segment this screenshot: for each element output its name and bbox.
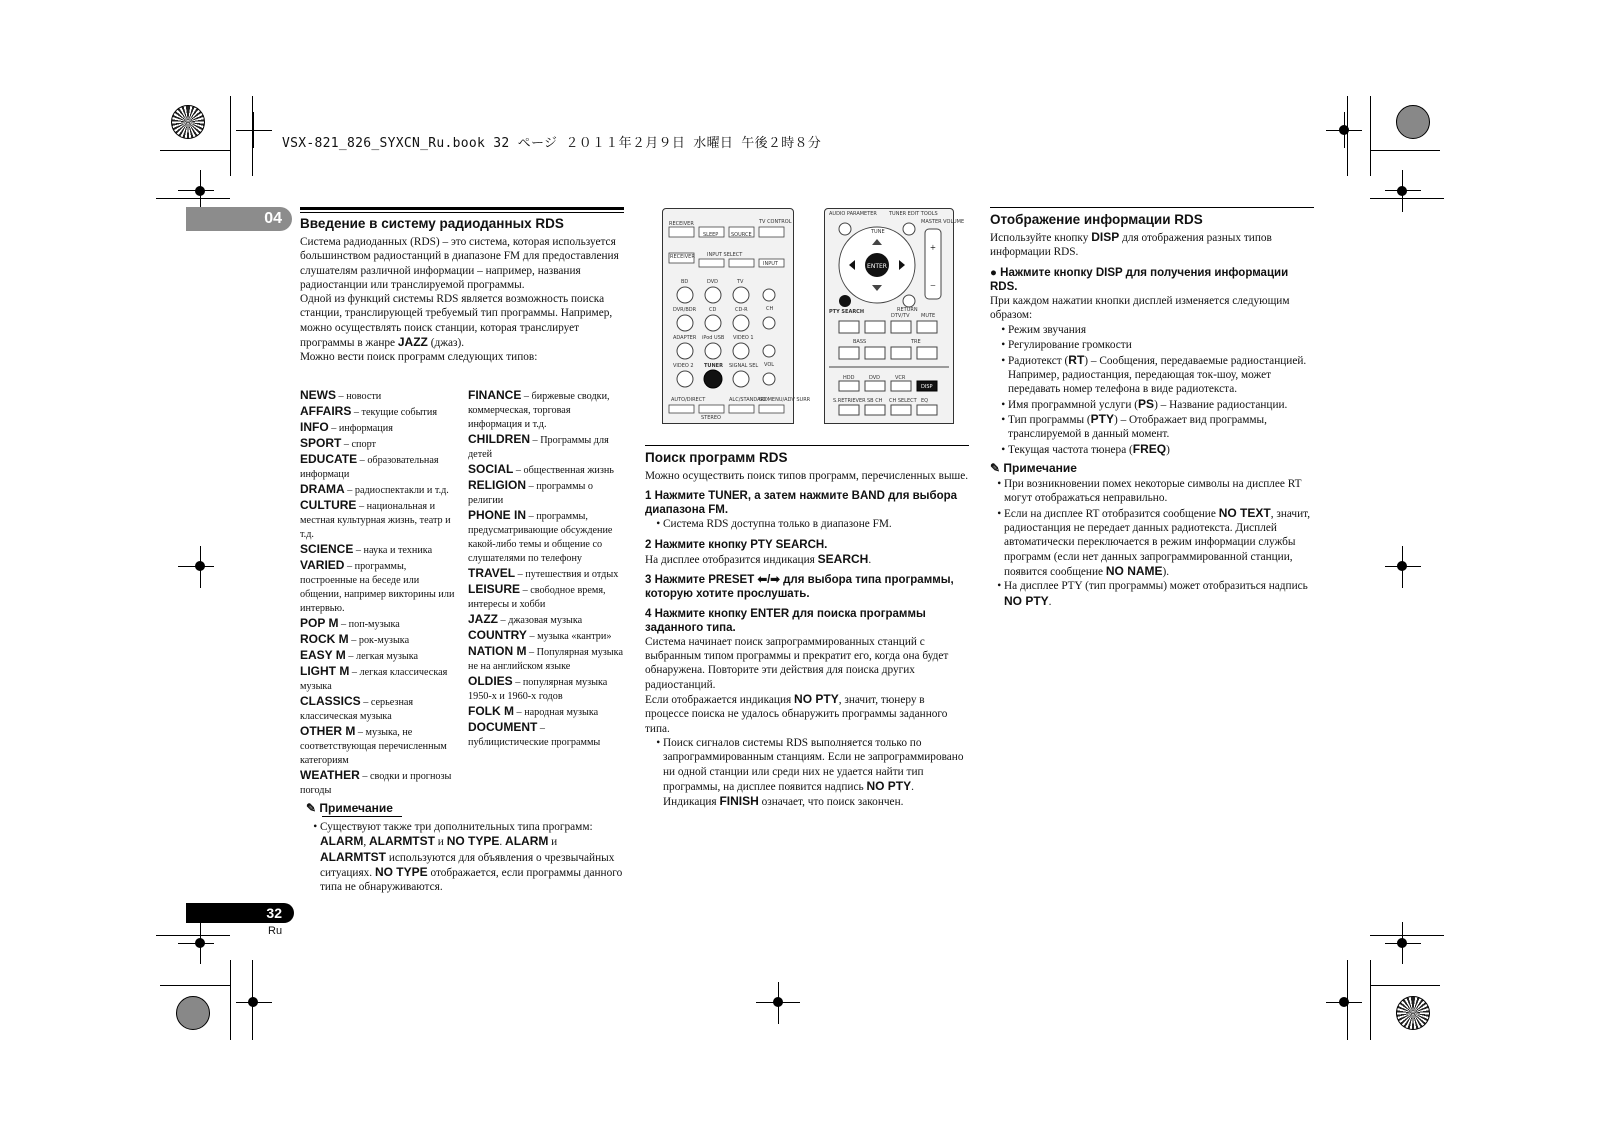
note-pencil-icon: ✎ bbox=[306, 801, 320, 815]
remote-label: TRE bbox=[911, 339, 921, 345]
program-type-item bbox=[300, 616, 456, 632]
remote-control-top-illustration bbox=[662, 208, 811, 424]
remote-label: ALC/STANDARD bbox=[729, 397, 768, 403]
program-type-item bbox=[300, 768, 456, 798]
program-type-item bbox=[300, 436, 456, 452]
step-2: 2 Нажмите кнопку PTY SEARCH. bbox=[645, 538, 828, 551]
program-type-code: DOCUMENT bbox=[468, 720, 538, 734]
program-type-code: POP M bbox=[300, 616, 339, 630]
remote-label: S.RETRIEVER bbox=[833, 398, 866, 404]
remote-label: RECEIVER bbox=[670, 254, 695, 260]
program-type-desc: – образовательная информаци bbox=[300, 455, 439, 480]
program-type-desc: – Программы для детей bbox=[468, 435, 609, 460]
program-type-code: OTHER M bbox=[300, 724, 356, 738]
paragraph: Система начинает поиск запрограммированных станций с выбранным типом программы и прекратит его, когда она будет обнаружена. Повторите эти действия для поиска других радиостанций. bbox=[645, 635, 949, 691]
registration-target bbox=[1396, 996, 1430, 1030]
list-item: • Имя программной услуги (PS) – Название радиостанции. bbox=[1008, 397, 1314, 412]
remote-label: VIDEO 2 bbox=[673, 363, 694, 369]
program-type-code: INFO bbox=[300, 420, 329, 434]
program-type-desc: – путешествия и отдых bbox=[515, 569, 619, 580]
svg-text:+: + bbox=[930, 243, 936, 254]
list-item: • При возникновении помех некоторые символы на дисплее RT могут отображаться неправильно. bbox=[1004, 477, 1314, 506]
remote-label: CD-R bbox=[735, 307, 748, 313]
svg-text:ENTER: ENTER bbox=[867, 263, 887, 270]
note-heading: ✎ Примечание bbox=[306, 801, 393, 815]
section-title-pty-search: Поиск программ RDS bbox=[645, 450, 788, 465]
remote-label: SB CH bbox=[867, 398, 883, 404]
program-type-item bbox=[468, 720, 624, 750]
remote-label: CH SELECT bbox=[889, 398, 917, 404]
program-type-code: TRAVEL bbox=[468, 566, 516, 580]
paragraph: При каждом нажатии кнопки дисплей изменяется следующим образом: bbox=[990, 294, 1290, 321]
remote-label: CD bbox=[709, 307, 717, 313]
section-title-rds-intro: Введение в систему радиоданных RDS bbox=[300, 216, 564, 231]
list-item: • Существуют также три дополнительных типа программ: ALARM, ALARMTST и NO TYPE. ALARM и ALARMTST используются для объявления о чрезвычайных ситуациях. NO TYPE отображается, если программы данного типа не обнаруживаются. bbox=[320, 820, 624, 894]
program-type-item bbox=[468, 462, 624, 478]
list-item: • Радиотекст (RT) – Сообщения, передаваемые радиостанцией. Например, радиостанция, передающая ток-шоу, может передавать номер телефона в виде радиотекста. bbox=[1008, 353, 1314, 397]
program-type-item bbox=[300, 724, 456, 768]
chapter-badge: 04 bbox=[186, 207, 292, 231]
remote-label: RETURN bbox=[897, 307, 918, 313]
step-disp: ● Нажмите кнопку DISP для получения информации RDS. bbox=[990, 266, 1289, 293]
pty-search-text bbox=[645, 469, 969, 809]
program-type-code: SPORT bbox=[300, 436, 342, 450]
program-type-desc: – легкая музыка bbox=[345, 651, 419, 662]
program-type-desc: – спорт bbox=[341, 439, 377, 450]
program-type-item bbox=[300, 664, 456, 694]
remote-label: DISP bbox=[921, 384, 933, 390]
program-type-item bbox=[468, 644, 624, 674]
remote-label: RECEIVER bbox=[669, 221, 694, 227]
remote-label: DTV/TV bbox=[891, 313, 910, 319]
program-type-desc: – свободное время, интересы и хобби bbox=[468, 585, 606, 610]
remote-control-lower-illustration bbox=[824, 208, 965, 424]
remote-label: VIDEO 1 bbox=[733, 335, 754, 341]
registration-target bbox=[176, 996, 210, 1030]
program-type-desc: – популярная музыка 1950-х и 1960-х годов bbox=[468, 677, 608, 702]
program-type-item bbox=[300, 542, 456, 558]
program-type-code: CULTURE bbox=[300, 498, 357, 512]
program-type-code: NATION M bbox=[468, 644, 527, 658]
remote-label: iPod USB bbox=[702, 335, 725, 341]
program-type-desc: – публицистические программы bbox=[468, 723, 601, 748]
remote-label: AUDIO PARAMETER bbox=[829, 211, 877, 217]
program-type-item bbox=[300, 452, 456, 482]
program-type-desc: – серьезная классическая музыка bbox=[300, 697, 414, 722]
list-item: • Регулирование громкости bbox=[1008, 337, 1314, 352]
remote-label: INPUT bbox=[763, 261, 778, 267]
remote-label: DVD bbox=[869, 375, 881, 381]
program-type-desc: – биржевые сводки, коммерческая, торговая информация и т.д. bbox=[468, 391, 610, 430]
paragraph: На дисплее отобразится индикация SEARCH. bbox=[645, 551, 872, 566]
remote-label: TUNER EDIT TOOLS bbox=[889, 211, 938, 217]
program-type-desc: – поп-музыка bbox=[338, 619, 400, 630]
list-item: • Текущая частота тюнера (FREQ) bbox=[1008, 442, 1314, 457]
remote-label: TV CONTROL bbox=[759, 219, 792, 225]
program-type-desc: – новости bbox=[336, 391, 382, 402]
remote-label: DVD bbox=[707, 279, 719, 285]
remote-label: SD MENU/ADV SURR bbox=[759, 397, 811, 403]
program-type-desc: – музыка, не соответствующая перечисленным категориям bbox=[300, 727, 447, 766]
program-type-code: NEWS bbox=[300, 388, 336, 402]
program-types-list-1 bbox=[300, 388, 456, 798]
program-type-desc: – рок-музыка bbox=[348, 635, 410, 646]
remote-label: VCR bbox=[895, 375, 906, 381]
rds-intro-text bbox=[300, 235, 624, 365]
program-type-item bbox=[300, 694, 456, 724]
display-modes-list bbox=[990, 322, 1314, 457]
note-pencil-icon: ✎ bbox=[990, 460, 1004, 475]
registration-target bbox=[1396, 105, 1430, 139]
section-title-rds-display: Отображение информации RDS bbox=[990, 212, 1203, 227]
program-type-code: ROCK M bbox=[300, 632, 349, 646]
program-type-code: DRAMA bbox=[300, 482, 345, 496]
program-type-code: OLDIES bbox=[468, 674, 513, 688]
step-4: 4 Нажмите кнопку ENTER для поиска программы заданного типа. bbox=[645, 607, 926, 634]
registration-target bbox=[171, 105, 205, 139]
program-type-item bbox=[468, 388, 624, 432]
remote-label: TV bbox=[737, 279, 744, 285]
remote-label: BD bbox=[681, 279, 689, 285]
program-type-item bbox=[300, 558, 456, 616]
program-type-item bbox=[300, 388, 456, 404]
program-type-code: PHONE IN bbox=[468, 508, 527, 522]
remote-label: BASS bbox=[853, 339, 867, 345]
rds-display-text bbox=[990, 230, 1314, 609]
remote-label: STEREO bbox=[701, 415, 721, 421]
program-type-desc: – текущие события bbox=[351, 407, 438, 418]
remote-label: TUNE bbox=[871, 229, 885, 235]
remote-buttons-drawing bbox=[663, 209, 793, 423]
remote-label: DVR/BDR bbox=[673, 307, 697, 313]
program-type-desc: – программы о религии bbox=[468, 481, 594, 506]
note-heading: ✎ Примечание bbox=[990, 460, 1077, 475]
program-type-code: JAZZ bbox=[468, 612, 498, 626]
program-type-code: EDUCATE bbox=[300, 452, 358, 466]
program-type-item bbox=[468, 582, 624, 612]
program-type-desc: – музыка «кантри» bbox=[526, 631, 612, 642]
program-type-item bbox=[300, 632, 456, 648]
program-type-desc: – информация bbox=[328, 423, 393, 434]
remote-label: ADAPTER bbox=[673, 335, 697, 341]
remote-label: MASTER VOLUME bbox=[921, 219, 965, 225]
step-1: 1 Нажмите TUNER, а затем нажмите BAND для выбора диапазона FM. bbox=[645, 490, 958, 517]
program-type-code: WEATHER bbox=[300, 768, 360, 782]
file-info-header: VSX-821_826_SYXCN_Ru.book 32 ページ ２０１１年２月９日 水曜日 午後２時８分 bbox=[282, 136, 822, 151]
program-type-item bbox=[468, 674, 624, 704]
remote-label: VOL bbox=[764, 362, 775, 368]
program-type-code: LEISURE bbox=[468, 582, 521, 596]
page-number-badge: 32 bbox=[186, 903, 294, 923]
remote-label: CH bbox=[766, 306, 774, 312]
program-type-item bbox=[300, 648, 456, 664]
program-type-code: AFFAIRS bbox=[300, 404, 352, 418]
program-type-item bbox=[300, 498, 456, 542]
step-3: 3 Нажмите PRESET ⬅/➡ для выбора типа программы, которую хотите прослушать. bbox=[645, 573, 954, 600]
program-type-desc: – общественная жизнь bbox=[513, 465, 614, 476]
paragraph: Если отображается индикация NO PTY, значит, тюнеру в процессе поиска не удалось обнаружить программы заданного типа. bbox=[645, 692, 948, 735]
paragraph: Одной из функций системы RDS является возможность поиска станции, транслирующей требуемый тип программы. Например, можно осуществлять поиск станции, которая транслирует программы в жанре JAZZ (джаз). bbox=[300, 293, 613, 350]
remote-label: SLEEP bbox=[703, 232, 719, 238]
program-type-item bbox=[468, 566, 624, 582]
program-type-code: COUNTRY bbox=[468, 628, 527, 642]
remote-label: AUTO/DIRECT bbox=[671, 397, 706, 403]
paragraph: Можно осуществить поиск типов программ, перечисленных выше. bbox=[645, 470, 969, 482]
program-type-code: EASY M bbox=[300, 648, 346, 662]
program-type-code: FINANCE bbox=[468, 388, 522, 402]
program-type-desc: – народная музыка bbox=[514, 707, 599, 718]
program-type-item bbox=[468, 628, 624, 644]
program-type-desc: – программы, предусматривающие обсуждение какой-либо темы и общение со слушателями по телефону bbox=[468, 511, 613, 564]
list-item: • На дисплее PTY (тип программы) может отобразиться надпись NO PTY. bbox=[1004, 579, 1314, 609]
program-type-code: SOCIAL bbox=[468, 462, 514, 476]
program-type-code: SCIENCE bbox=[300, 542, 354, 556]
paragraph: Можно вести поиск программ следующих типов: bbox=[300, 351, 538, 364]
program-type-item bbox=[468, 612, 624, 628]
program-type-code: LIGHT M bbox=[300, 664, 350, 678]
remote-label: INPUT SELECT bbox=[707, 252, 743, 258]
program-type-item bbox=[468, 432, 624, 462]
note-list bbox=[990, 477, 1314, 609]
list-item: • Система RDS доступна только в диапазоне FM. bbox=[663, 517, 969, 531]
list-item: • Режим звучания bbox=[1008, 322, 1314, 337]
program-type-code: CLASSICS bbox=[300, 694, 361, 708]
program-type-code: CHILDREN bbox=[468, 432, 530, 446]
remote-label: EQ bbox=[921, 398, 929, 404]
program-type-desc: – программы, построенные на беседе или общении, например викторины или интервью. bbox=[300, 561, 455, 614]
program-types-list-2 bbox=[468, 388, 624, 750]
remote-label: PTY SEARCH bbox=[829, 309, 865, 315]
list-item: • Тип программы (PTY) – Отображает вид программы, транслируемой в данный момент. bbox=[1008, 412, 1314, 442]
note-text bbox=[306, 820, 624, 894]
program-type-desc: – легкая классическая музыка bbox=[300, 667, 448, 692]
program-type-item bbox=[468, 704, 624, 720]
program-type-desc: – наука и техника bbox=[353, 545, 433, 556]
remote-label: SIGNAL SEL bbox=[729, 363, 759, 369]
program-type-item bbox=[468, 508, 624, 566]
program-type-desc: – национальная и местная культурная жизнь, театр и т.д. bbox=[300, 501, 451, 540]
program-type-item bbox=[300, 420, 456, 436]
svg-text:−: − bbox=[930, 281, 936, 292]
list-item: • Поиск сигналов системы RDS выполняется только по запрограммированным станциям. Если не запрограммировано ни одной станции или среди них не удается найти тип программы, на дисплее появится надпись NO PTY. Индикация FINISH означает, что поиск закончен. bbox=[663, 736, 969, 809]
remote-label: MUTE bbox=[921, 313, 936, 319]
program-type-item bbox=[300, 482, 456, 498]
program-type-code: VARIED bbox=[300, 558, 345, 572]
program-type-desc: – радиоспектакли и т.д. bbox=[344, 485, 449, 496]
program-type-item bbox=[468, 478, 624, 508]
program-type-item bbox=[300, 404, 456, 420]
list-item: • Если на дисплее RT отобразится сообщение NO TEXT, значит, радиостанция не передает данных радиотекста. Дисплей автоматически переключается в режим информации службы программ (если нет данных запрограммированной станции, появится сообщение NO NAME). bbox=[1004, 506, 1314, 579]
program-type-code: RELIGION bbox=[468, 478, 527, 492]
program-type-code: FOLK M bbox=[468, 704, 514, 718]
program-type-desc: – сводки и прогнозы погоды bbox=[300, 771, 452, 796]
remote-label: TUNER bbox=[704, 363, 723, 369]
program-type-desc: – джазовая музыка bbox=[498, 615, 583, 626]
paragraph: Система радиоданных (RDS) – это система, которая используется большинством радиостанций в диапазоне FM для предоставления слушателям различной информации – например, названия радиостанции или транслируемой программы. bbox=[300, 236, 619, 291]
paragraph: Используйте кнопку DISP для отображения разных типов информации RDS. bbox=[990, 230, 1272, 259]
remote-label: HDD bbox=[843, 375, 855, 381]
remote-label: SOURCE bbox=[731, 232, 752, 238]
program-type-desc: – Популярная музыка не на английском языке bbox=[468, 647, 623, 672]
language-code: Ru bbox=[268, 925, 283, 937]
